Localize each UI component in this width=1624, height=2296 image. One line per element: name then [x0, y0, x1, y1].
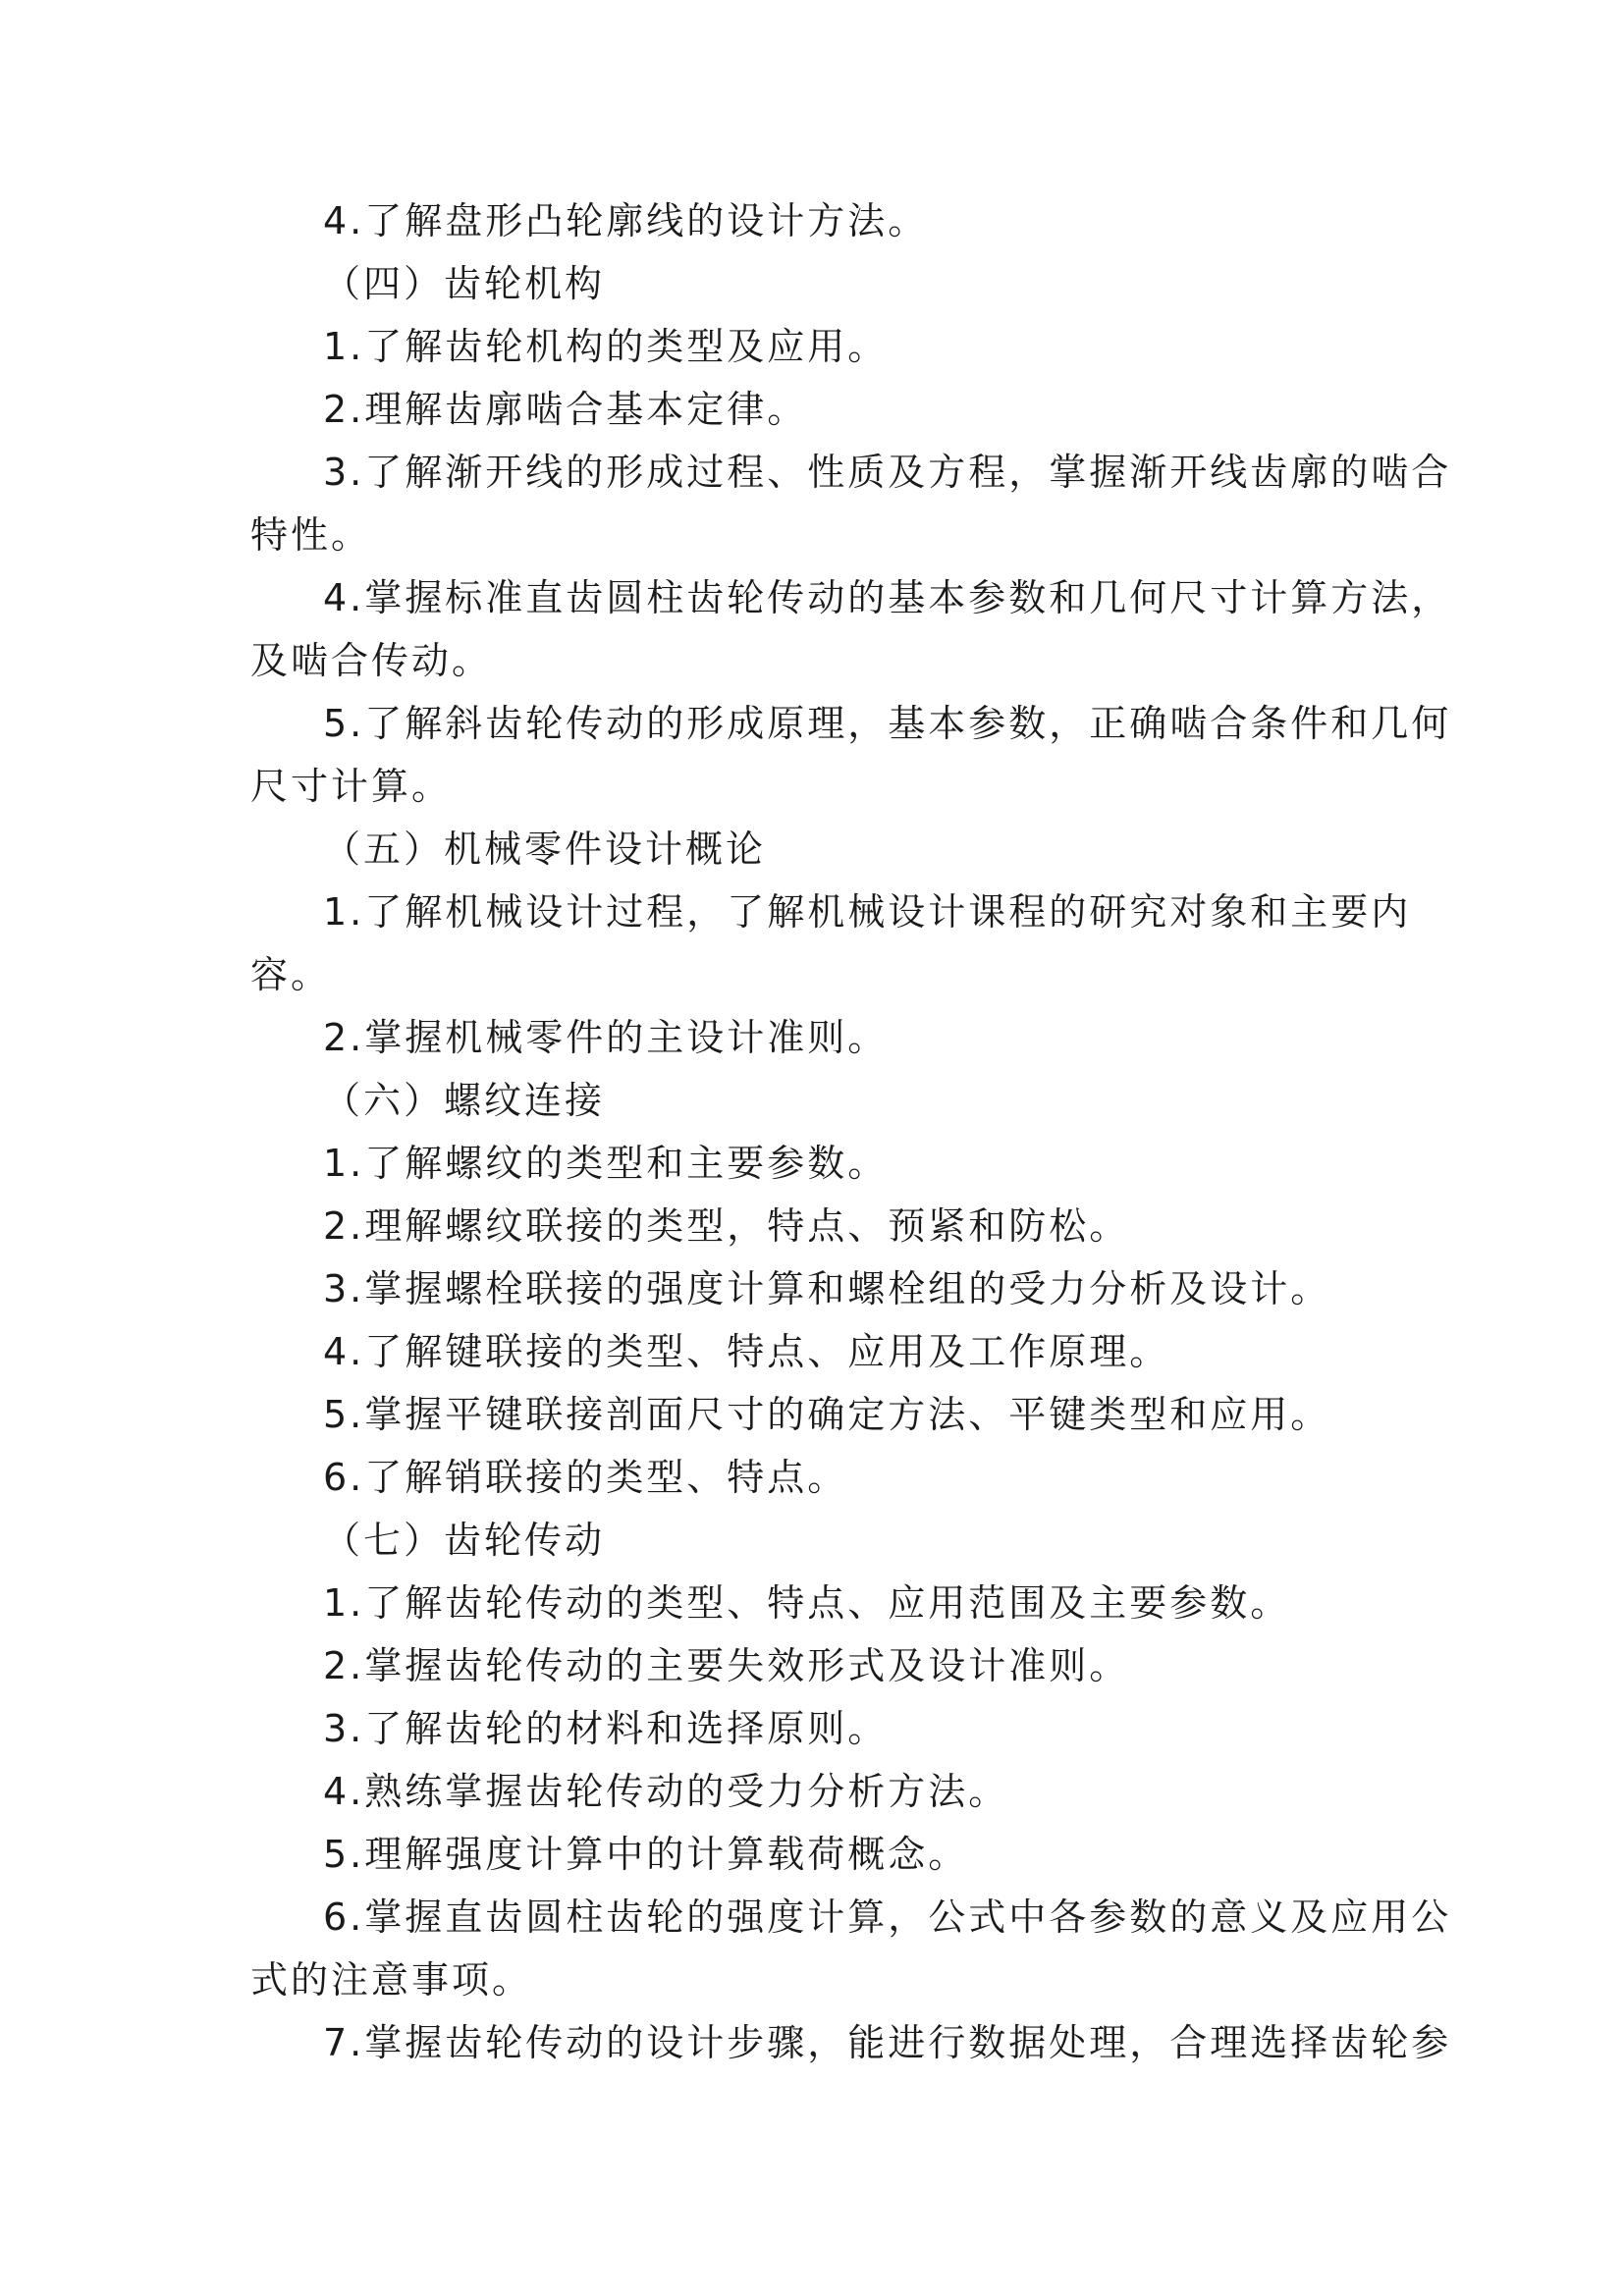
section-heading: （七）齿轮传动 [323, 1519, 606, 1562]
list-item: 4.了解盘形凸轮廓线的设计方法。 [323, 199, 929, 242]
list-item: 5.了解斜齿轮传动的形成原理，基本参数，正确啮合条件和几何 [323, 702, 1452, 745]
list-item: 7.掌握齿轮传动的设计步骤，能进行数据处理，合理选择齿轮参 [323, 2021, 1452, 2064]
list-item: 4.熟练掌握齿轮传动的受力分析方法。 [323, 1770, 1009, 1813]
list-item: 3.掌握螺栓联接的强度计算和螺栓组的受力分析及设计。 [323, 1267, 1331, 1310]
list-item: 5.理解强度计算中的计算载荷概念。 [323, 1833, 969, 1876]
section-heading: （四）齿轮机构 [323, 262, 606, 305]
list-item: 1.了解机械设计过程，了解机械设计课程的研究对象和主要内 [323, 890, 1412, 934]
list-item: 3.了解齿轮的材料和选择原则。 [323, 1707, 889, 1750]
list-item: 2.掌握机械零件的主设计准则。 [323, 1016, 889, 1059]
list-item: 6.了解销联接的类型、特点。 [323, 1456, 848, 1499]
list-item: 4.掌握标准直齿圆柱齿轮传动的基本参数和几何尺寸计算方法， [323, 576, 1452, 619]
list-item: 1.了解齿轮机构的类型及应用。 [323, 325, 889, 368]
list-item: 1.了解齿轮传动的类型、特点、应用范围及主要参数。 [323, 1581, 1291, 1625]
list-item: 3.了解渐开线的形成过程、性质及方程，掌握渐开线齿廓的啮合 [323, 451, 1452, 494]
list-item: 2.理解齿廓啮合基本定律。 [323, 388, 808, 431]
list-item-continuation: 容。 [250, 953, 332, 996]
list-item-continuation: 式的注意事项。 [250, 1958, 533, 2002]
document-page [250, 189, 1452, 2074]
list-item: 4.了解键联接的类型、特点、应用及工作原理。 [323, 1330, 1170, 1373]
list-item-continuation: 及啮合传动。 [250, 639, 493, 682]
list-item-continuation: 尺寸计算。 [250, 765, 453, 808]
list-item: 5.掌握平键联接剖面尺寸的确定方法、平键类型和应用。 [323, 1393, 1331, 1436]
list-item: 2.掌握齿轮传动的主要失效形式及设计准则。 [323, 1644, 1130, 1687]
list-item: 6.掌握直齿圆柱齿轮的强度计算，公式中各参数的意义及应用公 [323, 1896, 1452, 1939]
list-item: 1.了解螺纹的类型和主要参数。 [323, 1142, 889, 1185]
section-heading: （五）机械零件设计概论 [323, 828, 767, 871]
section-heading: （六）螺纹连接 [323, 1079, 606, 1122]
list-item: 2.理解螺纹联接的类型，特点、预紧和防松。 [323, 1204, 1130, 1248]
list-item-continuation: 特性。 [250, 513, 372, 557]
